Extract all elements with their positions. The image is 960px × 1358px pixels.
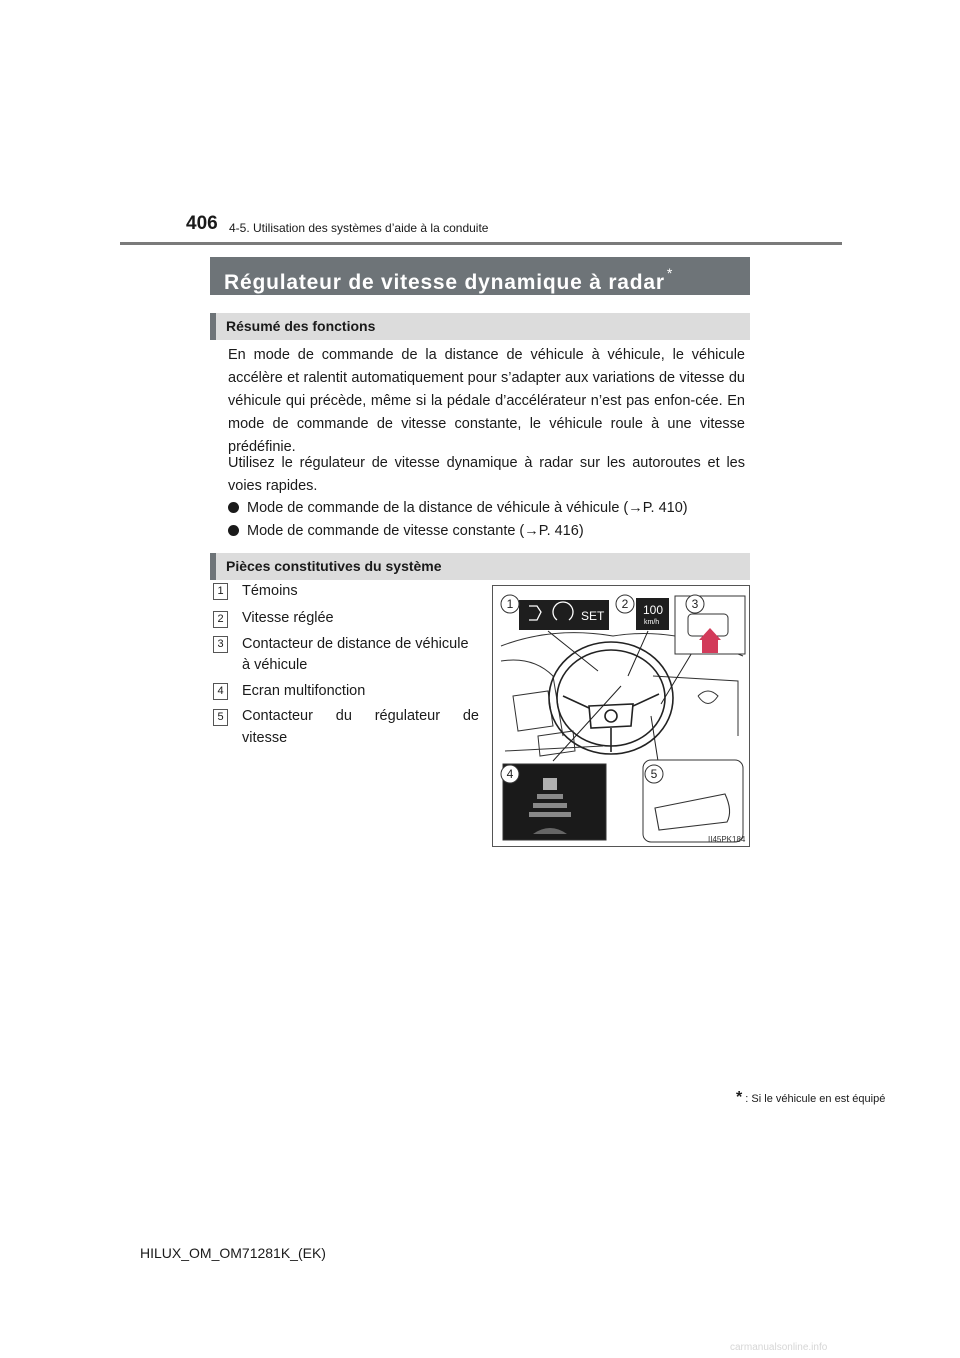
title-asterisk: * bbox=[666, 265, 674, 281]
callout-1: 1 bbox=[506, 597, 514, 611]
figure-code: II45PK184 bbox=[708, 835, 746, 844]
bullet-text: Mode de commande de la distance de véhicule à véhicule (→P. 410) bbox=[247, 500, 688, 516]
component-item-label-cont: vitesse bbox=[242, 730, 288, 746]
item-number-badge: 5 bbox=[213, 709, 228, 726]
page-title bbox=[210, 257, 750, 295]
display-set-label: SET bbox=[581, 609, 605, 623]
component-item-label-cont: à véhicule bbox=[242, 657, 308, 673]
bullet-item bbox=[228, 497, 688, 520]
section-label: 4-5. Utilisation des systèmes d’aide à la conduite bbox=[229, 221, 489, 235]
item-number-badge: 2 bbox=[213, 611, 228, 628]
bullet-text: Mode de commande de vitesse constante (→P. 416) bbox=[247, 523, 584, 539]
footnote-text: : Si le véhicule en est équipé bbox=[745, 1093, 886, 1105]
footnote bbox=[736, 1089, 885, 1107]
summary-paragraph-2: Utilisez le régulateur de vitesse dynamique à radar sur les autoroutes et les voies rapides. bbox=[228, 455, 745, 494]
item-number-badge: 4 bbox=[213, 683, 228, 700]
display-speed-unit: km/h bbox=[644, 619, 660, 626]
component-item-label: Contacteur de distance de véhicule bbox=[242, 636, 469, 652]
display-speed-value: 100 bbox=[643, 603, 664, 617]
component-item-label: Témoins bbox=[242, 583, 298, 599]
summary-heading: Résumé des fonctions bbox=[210, 313, 750, 340]
callout-4: 4 bbox=[506, 767, 514, 781]
system-illustration bbox=[492, 585, 750, 847]
summary-paragraph-1: En mode de commande de la distance de véhicule à véhicule, le véhicule accélère et ralentit automatiquement pour s’adapter aux variations de vitesse du véhicule qui précède, même si la pédale d’accélérateur n’est pas enfon-cée. En mode de commande de vitesse constante, le véhicule roule à une vitesse prédéfinie. bbox=[228, 347, 745, 455]
bullet-item bbox=[228, 520, 584, 543]
component-item-label: Ecran multifonction bbox=[242, 683, 366, 699]
callout-2: 2 bbox=[621, 597, 629, 611]
page-title-text: Régulateur de vitesse dynamique à radar bbox=[224, 271, 665, 294]
bullet-dot-icon bbox=[228, 525, 239, 536]
header-divider bbox=[120, 242, 842, 245]
component-item-label: Vitesse réglée bbox=[242, 610, 334, 626]
item-number-badge: 3 bbox=[213, 636, 228, 653]
callout-3: 3 bbox=[691, 597, 699, 611]
document-id: HILUX_OM_OM71281K_(EK) bbox=[140, 1245, 326, 1261]
page-number: 406 bbox=[186, 213, 218, 234]
bullet-dot-icon bbox=[228, 502, 239, 513]
dashboard-drawing bbox=[493, 586, 749, 846]
watermark: carmanualsonline.info bbox=[730, 1342, 828, 1353]
callout-5: 5 bbox=[650, 767, 658, 781]
item-number-badge: 1 bbox=[213, 583, 228, 600]
footnote-mark: * bbox=[736, 1089, 743, 1106]
component-item-label: Contacteur du régulateur de bbox=[242, 708, 479, 724]
components-heading: Pièces constitutives du système bbox=[210, 553, 750, 580]
